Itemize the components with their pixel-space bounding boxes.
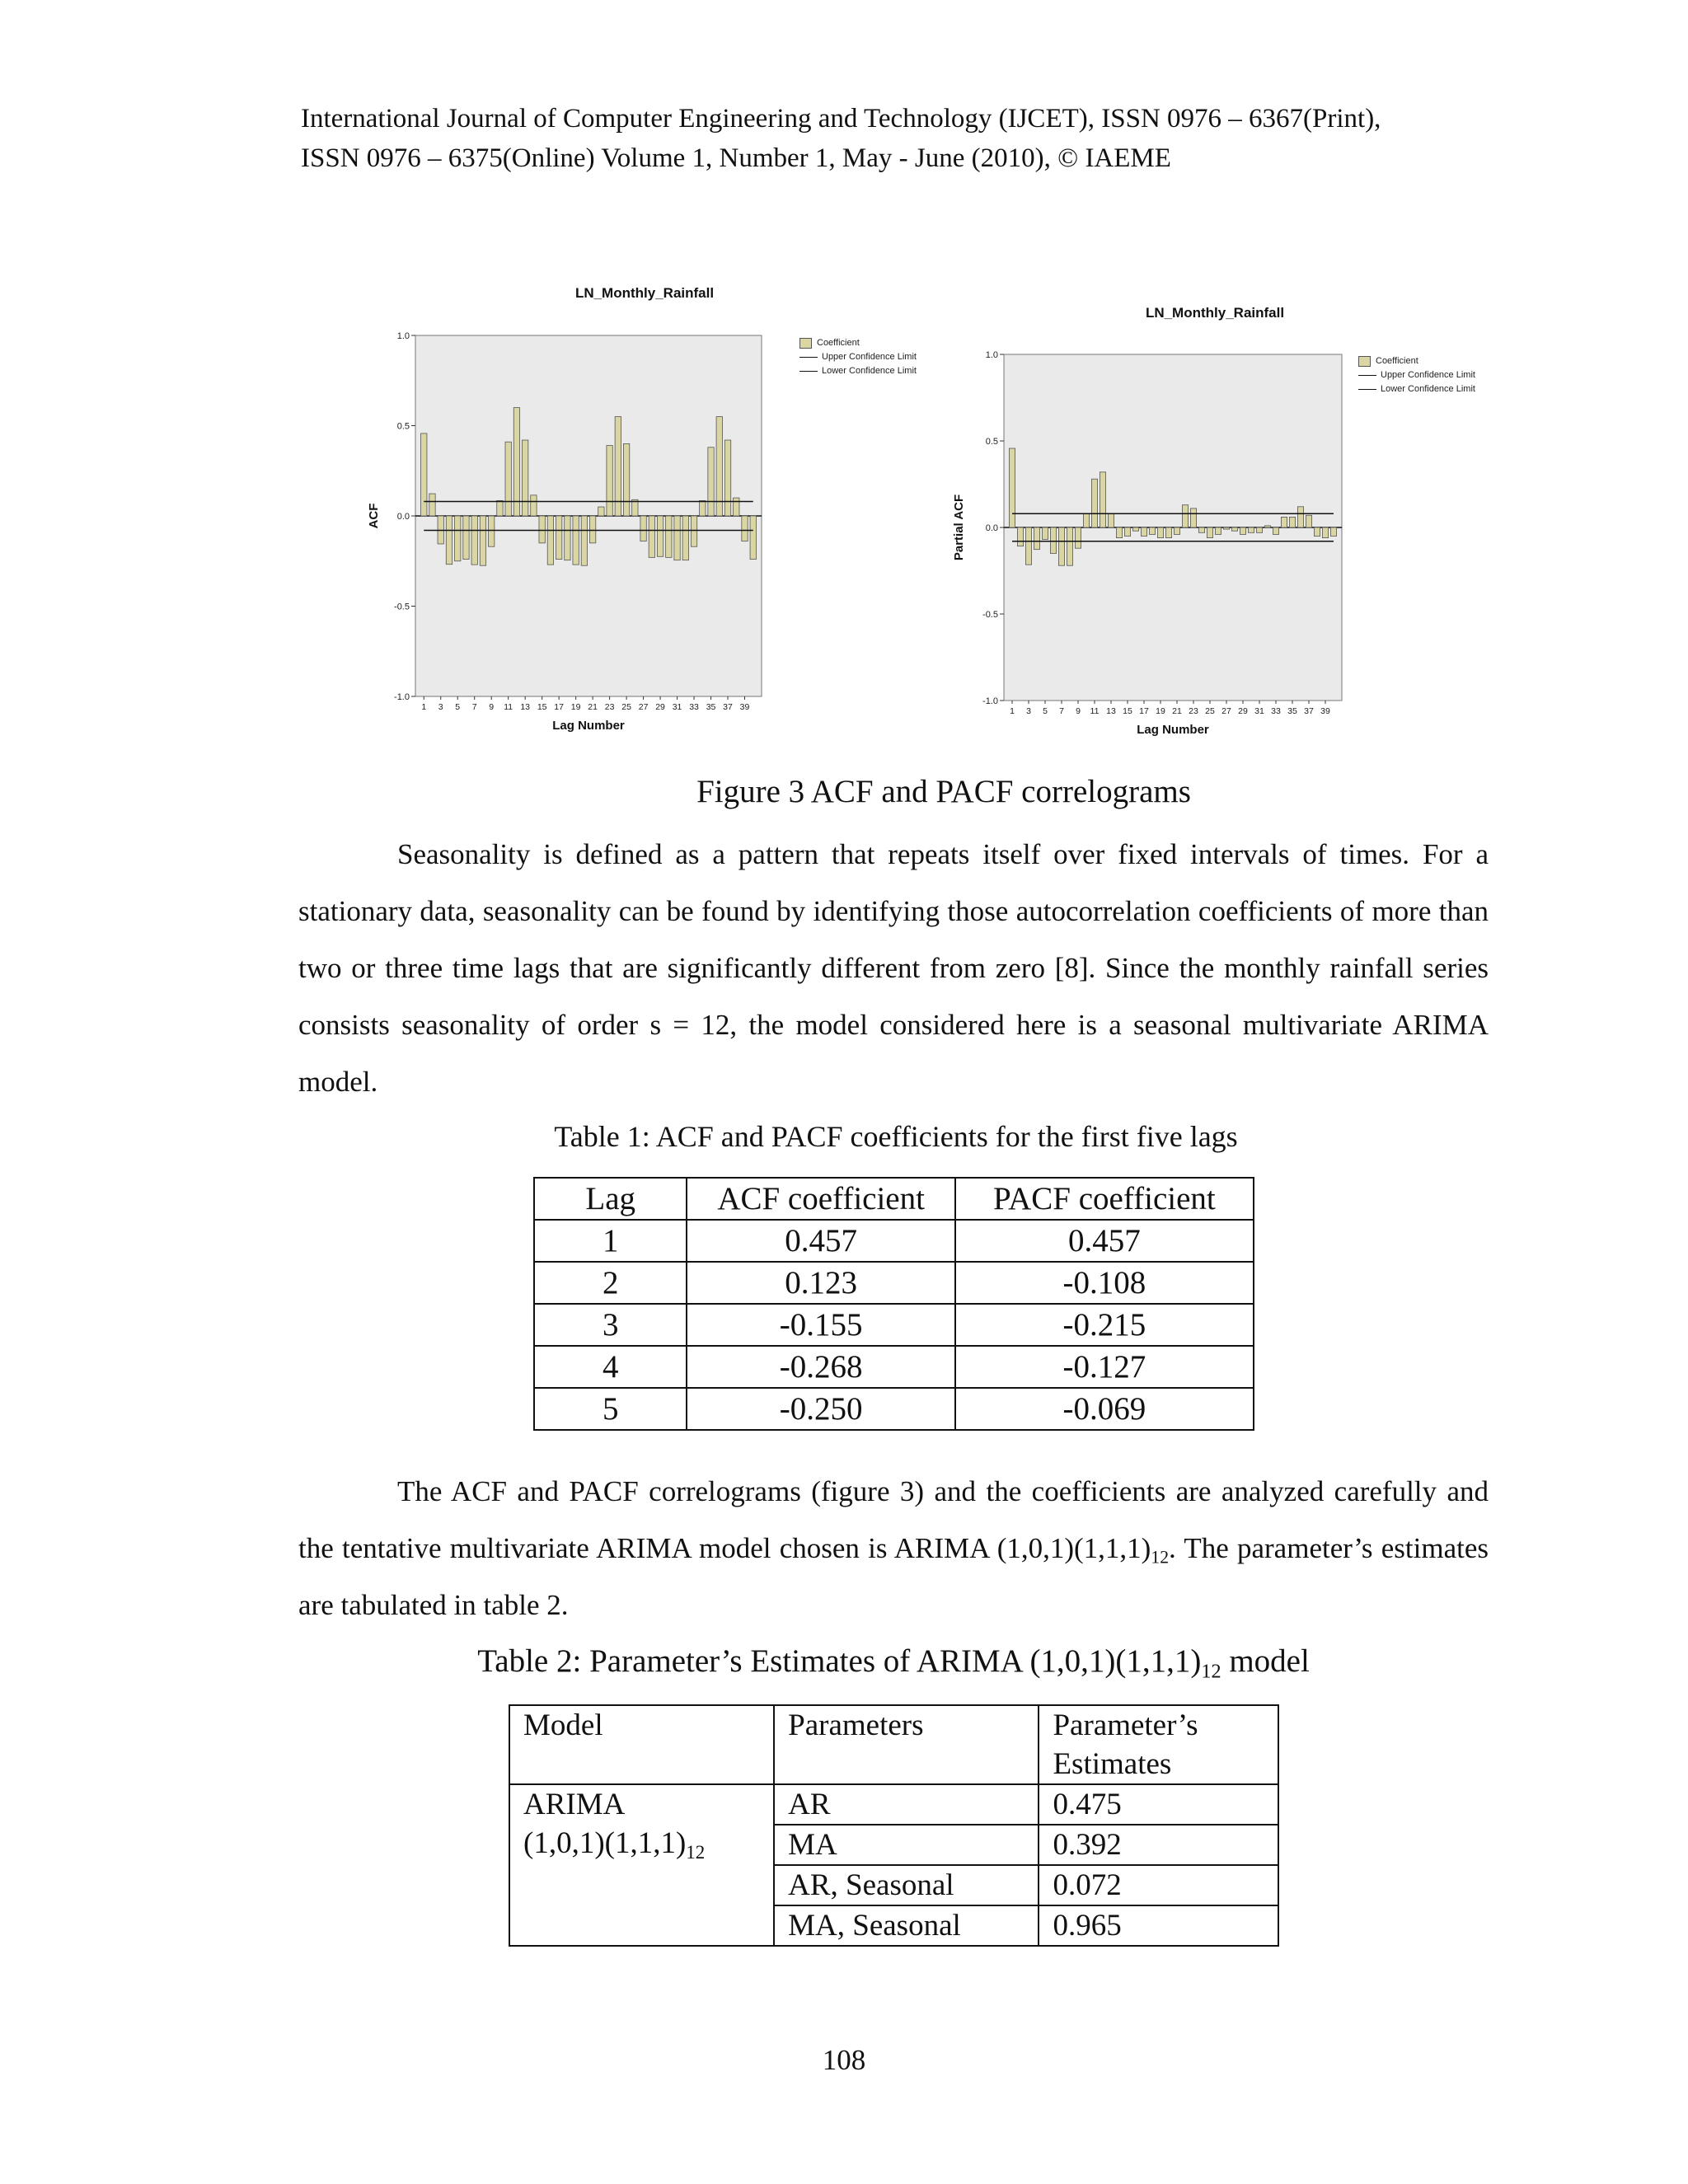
acf-x-tick-label: 17 [554, 702, 564, 712]
pacf-bar-lag-6 [1050, 527, 1056, 554]
acf-bar-lag-39 [742, 516, 748, 541]
pacf-bar-lag-10 [1083, 513, 1089, 527]
pacf-legend [1358, 354, 1475, 396]
table2-header-cell: Model [509, 1705, 774, 1784]
table-cell: -0.108 [955, 1262, 1254, 1304]
acf-x-tick-label: 21 [588, 702, 598, 712]
acf-bar-lag-28 [649, 516, 654, 557]
model-order: (1,0,1)(1,1,1) [523, 1826, 687, 1860]
acf-x-tick-label: 27 [638, 702, 649, 712]
acf-x-tick-label: 1 [421, 702, 427, 712]
acf-bar-lag-38 [734, 498, 739, 516]
table-cell: 0.392 [1039, 1825, 1278, 1865]
table2-header-cell: Parameters [774, 1705, 1039, 1784]
acf-bar-lag-15 [539, 516, 545, 543]
table-cell: 0.965 [1039, 1905, 1278, 1946]
table1-header-cell: Lag [534, 1178, 687, 1220]
pacf-bar-lag-35 [1289, 517, 1295, 527]
table2-header-row [509, 1705, 1278, 1784]
table1 [533, 1177, 1254, 1431]
pacf-x-tick-label: 29 [1238, 706, 1248, 716]
legend-lower-label: Lower Confidence Limit [822, 366, 917, 376]
pacf-bar-lag-12 [1100, 472, 1105, 527]
paragraph-seasonality-text: Seasonality is defined as a pattern that repeats itself over fixed intervals of times. For a stationary data, seasonality can be found by identifying those autocorrelation coefficients of more than two or three time lags that are significantly different from zero [8]. Since the monthly rainfall series consists seasonality of order s = 12, the model considered here is a seasonal multivariate ARIMA model. [298, 838, 1489, 1098]
acf-bar-lag-40 [750, 516, 756, 560]
acf-bar-lag-31 [674, 516, 680, 560]
pacf-bar-lag-26 [1215, 527, 1221, 534]
pacf-bar-lag-32 [1264, 526, 1270, 527]
pacf-x-tick-label: 31 [1254, 706, 1264, 716]
legend-lower-limit [1358, 382, 1475, 396]
model-name: ARIMA [523, 1788, 626, 1821]
upper-limit-line-swatch [1358, 375, 1376, 376]
acf-x-tick-label: 9 [489, 702, 495, 712]
acf-chart [363, 326, 808, 766]
pacf-x-tick-label: 7 [1059, 706, 1064, 716]
table-cell: -0.268 [687, 1346, 954, 1388]
acf-y-tick-label: 1.0 [396, 331, 410, 341]
table-row [534, 1262, 1254, 1304]
pacf-bar-lag-28 [1231, 527, 1237, 531]
acf-bar-lag-13 [522, 440, 528, 516]
acf-bar-lag-26 [632, 499, 638, 516]
pacf-bar-lag-13 [1108, 513, 1114, 527]
acf-bar-lag-32 [682, 516, 688, 560]
acf-bar-lag-11 [505, 442, 511, 516]
acf-bar-lag-34 [700, 500, 706, 516]
table2-title-text: Table 2: Parameter’s Estimates of ARIMA (1,0,1)(1,1,1) [477, 1643, 1202, 1679]
pacf-bar-lag-33 [1273, 527, 1278, 534]
acf-y-tick-label: -1.0 [394, 692, 410, 702]
legend-coefficient [1358, 354, 1475, 368]
paragraph-model-text: The ACF and PACF correlograms (figure 3) and the coefficients are analyzed carefully and the tentative multivariate ARIMA model chosen is ARIMA (1,0,1)(1,1,1) [298, 1475, 1489, 1564]
table-cell: 4 [534, 1346, 687, 1388]
acf-x-tick-label: 13 [520, 702, 531, 712]
model-cell [509, 1784, 774, 1946]
legend-upper-label: Upper Confidence Limit [1381, 370, 1475, 380]
table-cell: 0.072 [1039, 1865, 1278, 1905]
table-cell: AR, Seasonal [774, 1865, 1039, 1905]
legend-coefficient [799, 336, 917, 350]
acf-bar-lag-33 [691, 516, 696, 546]
seasonal-period-subscript: 12 [1151, 1547, 1170, 1568]
acf-x-tick-label: 19 [570, 702, 581, 712]
table-row [534, 1304, 1254, 1346]
pacf-bar-lag-21 [1174, 527, 1179, 534]
pacf-bar-lag-40 [1330, 527, 1336, 537]
pacf-chart [948, 344, 1360, 765]
legend-upper-limit [799, 350, 917, 364]
pacf-x-tick-label: 3 [1026, 706, 1031, 716]
table1-header-cell: ACF coefficient [687, 1178, 954, 1220]
pacf-y-axis-label: Partial ACF [952, 494, 966, 561]
pacf-x-tick-label: 13 [1106, 706, 1116, 716]
acf-bar-lag-25 [623, 443, 629, 516]
acf-x-axis-label: Lag Number [552, 719, 625, 733]
legend-coefficient-label: Coefficient [817, 338, 860, 348]
lower-limit-line-swatch [1358, 389, 1376, 390]
table1-title: Table 1: ACF and PACF coefficients for the first five lags [554, 1120, 1238, 1153]
acf-bar-lag-2 [429, 494, 435, 516]
acf-bar-lag-10 [497, 500, 503, 516]
pacf-x-tick-label: 11 [1090, 706, 1100, 716]
table2-title-tail: model [1221, 1643, 1310, 1679]
table-cell: -0.127 [955, 1346, 1254, 1388]
pacf-x-tick-label: 25 [1205, 706, 1215, 716]
header-line-1: International Journal of Computer Engineering and Technology (IJCET), ISSN 0976 – 6367(Print), [301, 104, 1381, 134]
pacf-x-tick-label: 1 [1010, 706, 1015, 716]
acf-bar-lag-8 [480, 516, 485, 565]
pacf-bar-lag-5 [1042, 527, 1048, 539]
pacf-y-tick-label: -1.0 [982, 696, 998, 706]
table-cell: 5 [534, 1388, 687, 1430]
running-header [301, 99, 1537, 178]
pacf-bar-lag-30 [1248, 527, 1254, 532]
table-row [534, 1388, 1254, 1430]
pacf-bar-lag-29 [1240, 527, 1245, 534]
acf-x-tick-label: 39 [739, 702, 750, 712]
acf-x-tick-label: 37 [723, 702, 733, 712]
table-cell: -0.069 [955, 1388, 1254, 1430]
legend-lower-label: Lower Confidence Limit [1381, 384, 1475, 394]
acf-bar-lag-22 [598, 507, 604, 516]
pacf-y-tick-label: -0.5 [982, 610, 998, 620]
pacf-bar-lag-15 [1124, 527, 1130, 537]
acf-bar-lag-21 [589, 516, 595, 543]
legend-lower-limit [799, 364, 917, 378]
pacf-bar-lag-3 [1025, 527, 1031, 565]
acf-bar-lag-5 [455, 516, 461, 561]
table-cell: -0.155 [687, 1304, 954, 1346]
acf-y-tick-label: -0.5 [394, 602, 410, 612]
acf-bar-lag-30 [666, 516, 672, 557]
acf-x-tick-label: 35 [706, 702, 716, 712]
table-cell: 2 [534, 1262, 687, 1304]
acf-x-tick-label: 11 [504, 702, 513, 712]
pacf-x-tick-label: 33 [1271, 706, 1281, 716]
acf-bar-lag-29 [657, 516, 663, 556]
acf-bar-lag-20 [581, 516, 587, 565]
pacf-bar-lag-37 [1306, 515, 1311, 527]
figure-caption: Figure 3 ACF and PACF correlograms [696, 774, 1191, 809]
acf-bar-lag-6 [463, 516, 469, 560]
pacf-bar-lag-25 [1207, 527, 1212, 538]
table-cell: -0.215 [955, 1304, 1254, 1346]
acf-y-tick-label: 0.5 [396, 421, 410, 432]
acf-bar-lag-12 [513, 408, 519, 516]
paragraph-model-tail: . The parameter’s estimates are tabulated in table 2. [298, 1532, 1489, 1621]
acf-x-tick-label: 33 [689, 702, 699, 712]
coefficient-swatch [1358, 356, 1371, 367]
pacf-bar-lag-22 [1182, 505, 1188, 527]
acf-bar-lag-17 [556, 516, 561, 560]
pacf-bar-lag-34 [1281, 517, 1287, 527]
pacf-x-tick-label: 35 [1287, 706, 1297, 716]
table2-header-cell: Parameter’s Estimates [1039, 1705, 1278, 1784]
pacf-x-tick-label: 23 [1189, 706, 1198, 716]
acf-x-tick-label: 7 [471, 702, 477, 712]
acf-bar-lag-18 [565, 516, 570, 560]
acf-bar-lag-14 [531, 495, 537, 516]
pacf-bar-lag-4 [1034, 527, 1039, 550]
table2-title [477, 1643, 1310, 1683]
pacf-bar-lag-31 [1256, 527, 1262, 532]
acf-legend [799, 336, 917, 378]
pacf-x-tick-label: 19 [1156, 706, 1165, 716]
acf-bar-lag-35 [708, 448, 714, 516]
pacf-bar-lag-18 [1149, 527, 1155, 534]
pacf-bar-lag-7 [1058, 527, 1064, 565]
table1-header-cell: PACF coefficient [955, 1178, 1254, 1220]
acf-x-tick-label: 29 [655, 702, 665, 712]
pacf-x-tick-label: 9 [1076, 706, 1081, 716]
acf-bar-lag-37 [724, 440, 730, 516]
pacf-x-tick-label: 27 [1221, 706, 1231, 716]
pacf-y-tick-label: 0.5 [985, 437, 998, 447]
table-cell: 0.457 [955, 1220, 1254, 1262]
pacf-bar-lag-9 [1075, 527, 1081, 548]
pacf-bar-lag-20 [1165, 527, 1171, 538]
acf-bar-lag-4 [446, 516, 452, 565]
table-cell: 0.123 [687, 1262, 954, 1304]
acf-x-tick-label: 31 [672, 702, 682, 712]
pacf-bar-lag-23 [1190, 509, 1196, 527]
pacf-bar-lag-16 [1132, 527, 1138, 531]
legend-upper-limit [1358, 368, 1475, 382]
pacf-bar-lag-19 [1157, 527, 1163, 538]
acf-bar-lag-27 [640, 516, 646, 541]
pacf-x-tick-label: 39 [1320, 706, 1330, 716]
pacf-chart-title: LN_Monthly_Rainfall [1145, 305, 1285, 321]
acf-bar-lag-16 [547, 516, 553, 565]
acf-x-tick-label: 25 [621, 702, 631, 712]
acf-bar-lag-19 [573, 516, 579, 565]
pacf-bar-lag-38 [1314, 527, 1320, 537]
header-line-2: ISSN 0976 – 6375(Online) Volume 1, Number 1, May - June (2010), © IAEME [301, 143, 1171, 173]
table-cell: MA, Seasonal [774, 1905, 1039, 1946]
pacf-y-tick-label: 1.0 [985, 350, 998, 360]
pacf-bar-lag-36 [1297, 507, 1303, 527]
pacf-x-tick-label: 15 [1123, 706, 1132, 716]
table-cell: 0.457 [687, 1220, 954, 1262]
pacf-x-tick-label: 5 [1043, 706, 1048, 716]
table-cell: 0.475 [1039, 1784, 1278, 1825]
model-order-subscript: 12 [686, 1841, 706, 1863]
table2-title-subscript: 12 [1201, 1660, 1221, 1683]
pacf-bar-lag-1 [1009, 448, 1015, 527]
table-cell: 1 [534, 1220, 687, 1262]
paragraph-model-choice [298, 1463, 1489, 1633]
table-row [534, 1220, 1254, 1262]
paragraph-seasonality [298, 826, 1489, 1110]
legend-upper-label: Upper Confidence Limit [822, 352, 917, 362]
pacf-bar-lag-39 [1322, 527, 1328, 538]
pacf-x-tick-label: 17 [1139, 706, 1149, 716]
pacf-x-tick-label: 37 [1304, 706, 1314, 716]
pacf-x-axis-label: Lag Number [1137, 723, 1209, 737]
acf-x-tick-label: 3 [438, 702, 443, 712]
page-number: 108 [822, 2044, 866, 2076]
pacf-x-tick-label: 21 [1172, 706, 1182, 716]
acf-x-tick-label: 5 [455, 702, 461, 712]
pacf-bar-lag-27 [1223, 527, 1229, 529]
acf-x-tick-label: 23 [604, 702, 615, 712]
pacf-bar-lag-2 [1017, 527, 1023, 546]
acf-bar-lag-7 [471, 516, 477, 565]
table1-header-row [534, 1178, 1254, 1220]
acf-chart-title: LN_Monthly_Rainfall [574, 285, 715, 301]
acf-bar-lag-9 [489, 516, 495, 546]
acf-x-tick-label: 15 [537, 702, 547, 712]
table-row [509, 1784, 1278, 1825]
table-cell: MA [774, 1825, 1039, 1865]
table-row [534, 1346, 1254, 1388]
acf-y-tick-label: 0.0 [396, 512, 410, 522]
pacf-bar-lag-11 [1091, 479, 1097, 527]
acf-y-axis-label: ACF [367, 503, 381, 529]
acf-bar-lag-23 [607, 446, 612, 516]
table2 [509, 1704, 1279, 1947]
pacf-bar-lag-8 [1067, 527, 1072, 565]
pacf-bar-lag-14 [1116, 527, 1122, 538]
acf-bar-lag-1 [421, 434, 427, 516]
table-cell: 3 [534, 1304, 687, 1346]
pacf-bar-lag-17 [1141, 527, 1146, 537]
pacf-y-tick-label: 0.0 [985, 523, 998, 533]
table-cell: -0.250 [687, 1388, 954, 1430]
table-cell: AR [774, 1784, 1039, 1825]
legend-coefficient-label: Coefficient [1376, 356, 1418, 366]
pacf-bar-lag-24 [1198, 527, 1204, 532]
